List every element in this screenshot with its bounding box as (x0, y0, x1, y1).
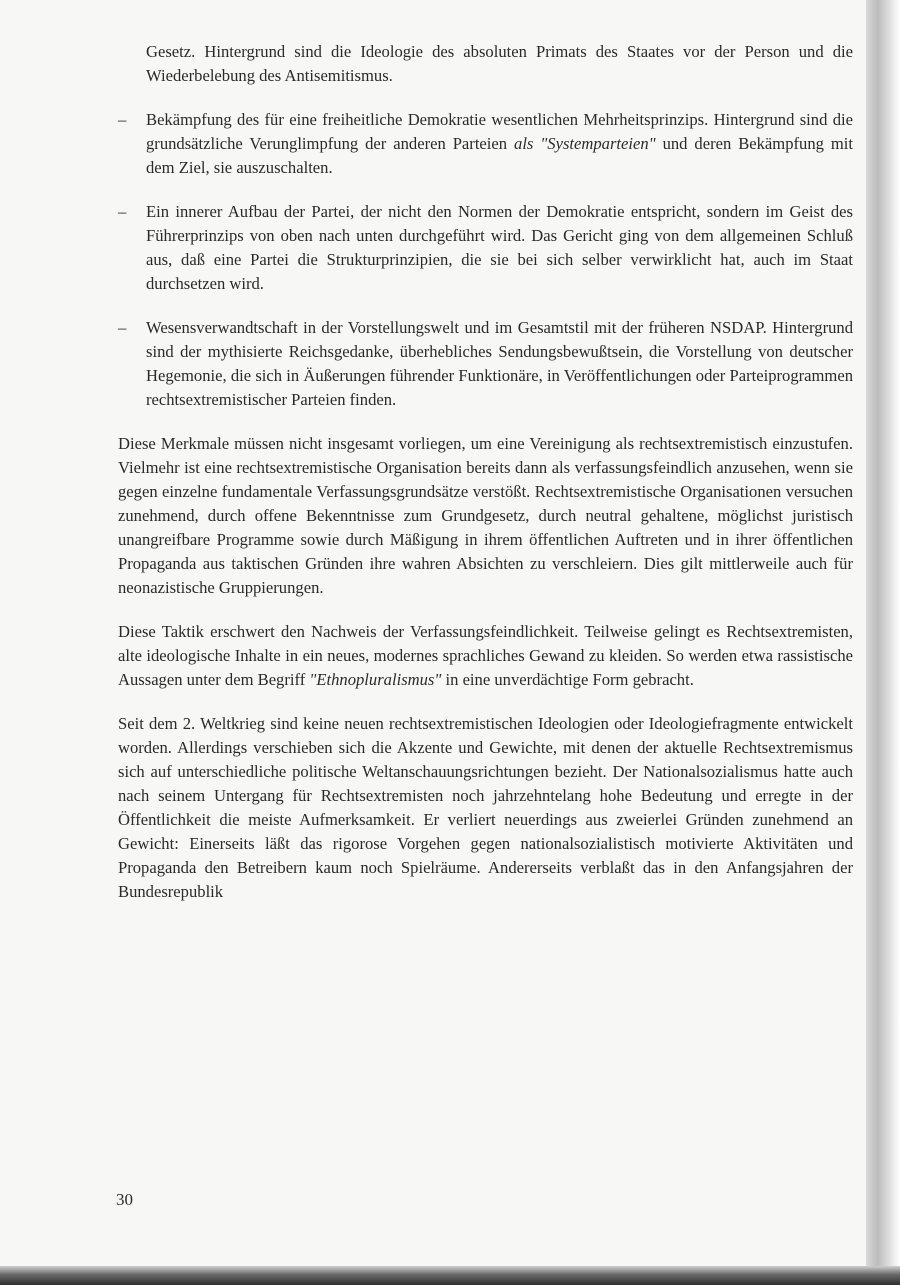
paragraph-text: in eine unverdächtige Form gebracht. (441, 670, 694, 689)
page-text (118, 40, 853, 924)
page-number: 30 (116, 1190, 133, 1209)
bullet-item (118, 316, 853, 412)
bullet-text: Bekämpfung des für eine freiheitliche Demokratie wesentlichen Mehrheitsprinzips. Hintergrund sind die grundsätzliche Verunglimpfung der anderen Parteien (146, 110, 853, 153)
body-paragraph: Diese Merkmale müssen nicht insgesamt vorliegen, um eine Vereinigung als rechtsextremistisch einzustufen. Vielmehr ist eine rechtsextremistische Organisation bereits dann als verfassungsfeindlich anzusehen, wenn sie gegen einzelne fundamentale Verfassungsgrundsätze verstößt. Rechtsextremistische Organisationen versuchen zunehmend, durch offene Bekenntnisse zum Grundgesetz, durch neutral gehaltene, möglichst juristisch unangreifbare Programme sowie durch Mäßigung in ihrem öffentlichen Auftreten und in ihrer öffentlichen Propaganda aus taktischen Gründen ihre wahren Absichten zu verschleiern. Dies gilt mittlerweile auch für neonazistische Gruppierungen. (118, 434, 853, 597)
page-edge-right (866, 0, 900, 1285)
bullet-text: Wesensverwandtschaft in der Vorstellungswelt und im Gesamtstil mit der früheren NSDAP. Hintergrund sind der mythisierte Reichsgedanke, überhebliches Sendungsbewußtsein, die Vorstellung von deutscher Hegemonie, die sich in Äußerungen führender Funktionäre, in Veröffentlichungen oder Parteiprogrammen rechtsextremistischer Parteien finden. (146, 318, 853, 409)
bullet-text: und deren Bekämpfung mit dem Ziel, sie auszuschalten. (146, 134, 853, 177)
body-paragraph: Seit dem 2. Weltkrieg sind keine neuen rechtsextremistischen Ideologien oder Ideologiefragmente entwickelt worden. Allerdings verschieben sich die Akzente und Gewichte, mit denen der aktuelle Rechtsextremismus sich auf unterschiedliche politische Weltanschauungsrichtungen bezieht. Der Nationalsozialismus hatte auch nach seinem Untergang für Rechtsextremisten noch jahrzehntelang hohe Bedeutung und erregte in der Öffentlichkeit die meiste Aufmerksamkeit. Er verliert neuerdings aus zweierlei Gründen zunehmend an Gewicht: Einerseits läßt das rigorose Vorgehen gegen nationalsozialistisch motivierte Aktivitäten und Propaganda den Betreibern kaum noch Spielräume. Andererseits verblaßt das in den Anfangsjahren der Bundesrepublik (118, 714, 853, 901)
paragraph-text: Diese Taktik erschwert den Nachweis der Verfassungsfeindlichkeit. Teilweise gelingt es Rechtsextremisten, alte ideologische Inhalte in ein neues, modernes sprachliches Gewand zu kleiden. So werden etwa rassistische Aussagen unter dem Begriff (118, 622, 853, 689)
paragraph-emphasis: "Ethnopluralismus" (309, 670, 442, 689)
bullet-dash: – (118, 202, 127, 221)
page-edge-bottom (0, 1266, 900, 1285)
bullet-item (118, 108, 853, 180)
continuation-paragraph: Gesetz. Hintergrund sind die Ideologie des absoluten Primats des Staates vor der Person und die Wiederbelebung des Antisemitismus. (146, 42, 853, 85)
bullet-item (118, 200, 853, 296)
bullet-text: Ein innerer Aufbau der Partei, der nicht den Normen der Demokratie entspricht, sondern im Geist des Führerprinzips von oben nach unten durchgeführt wird. Das Gericht ging von dem allgemeinen Schluß aus, daß eine Partei die Strukturprinzipien, die sie bei sich selber verwirklicht hat, auch im Staat durchsetzen wird. (146, 202, 853, 293)
bullet-emphasis: als "Systemparteien" (514, 134, 656, 153)
bullet-dash: – (118, 318, 127, 337)
body-paragraph (118, 620, 853, 692)
bullet-dash: – (118, 110, 127, 129)
